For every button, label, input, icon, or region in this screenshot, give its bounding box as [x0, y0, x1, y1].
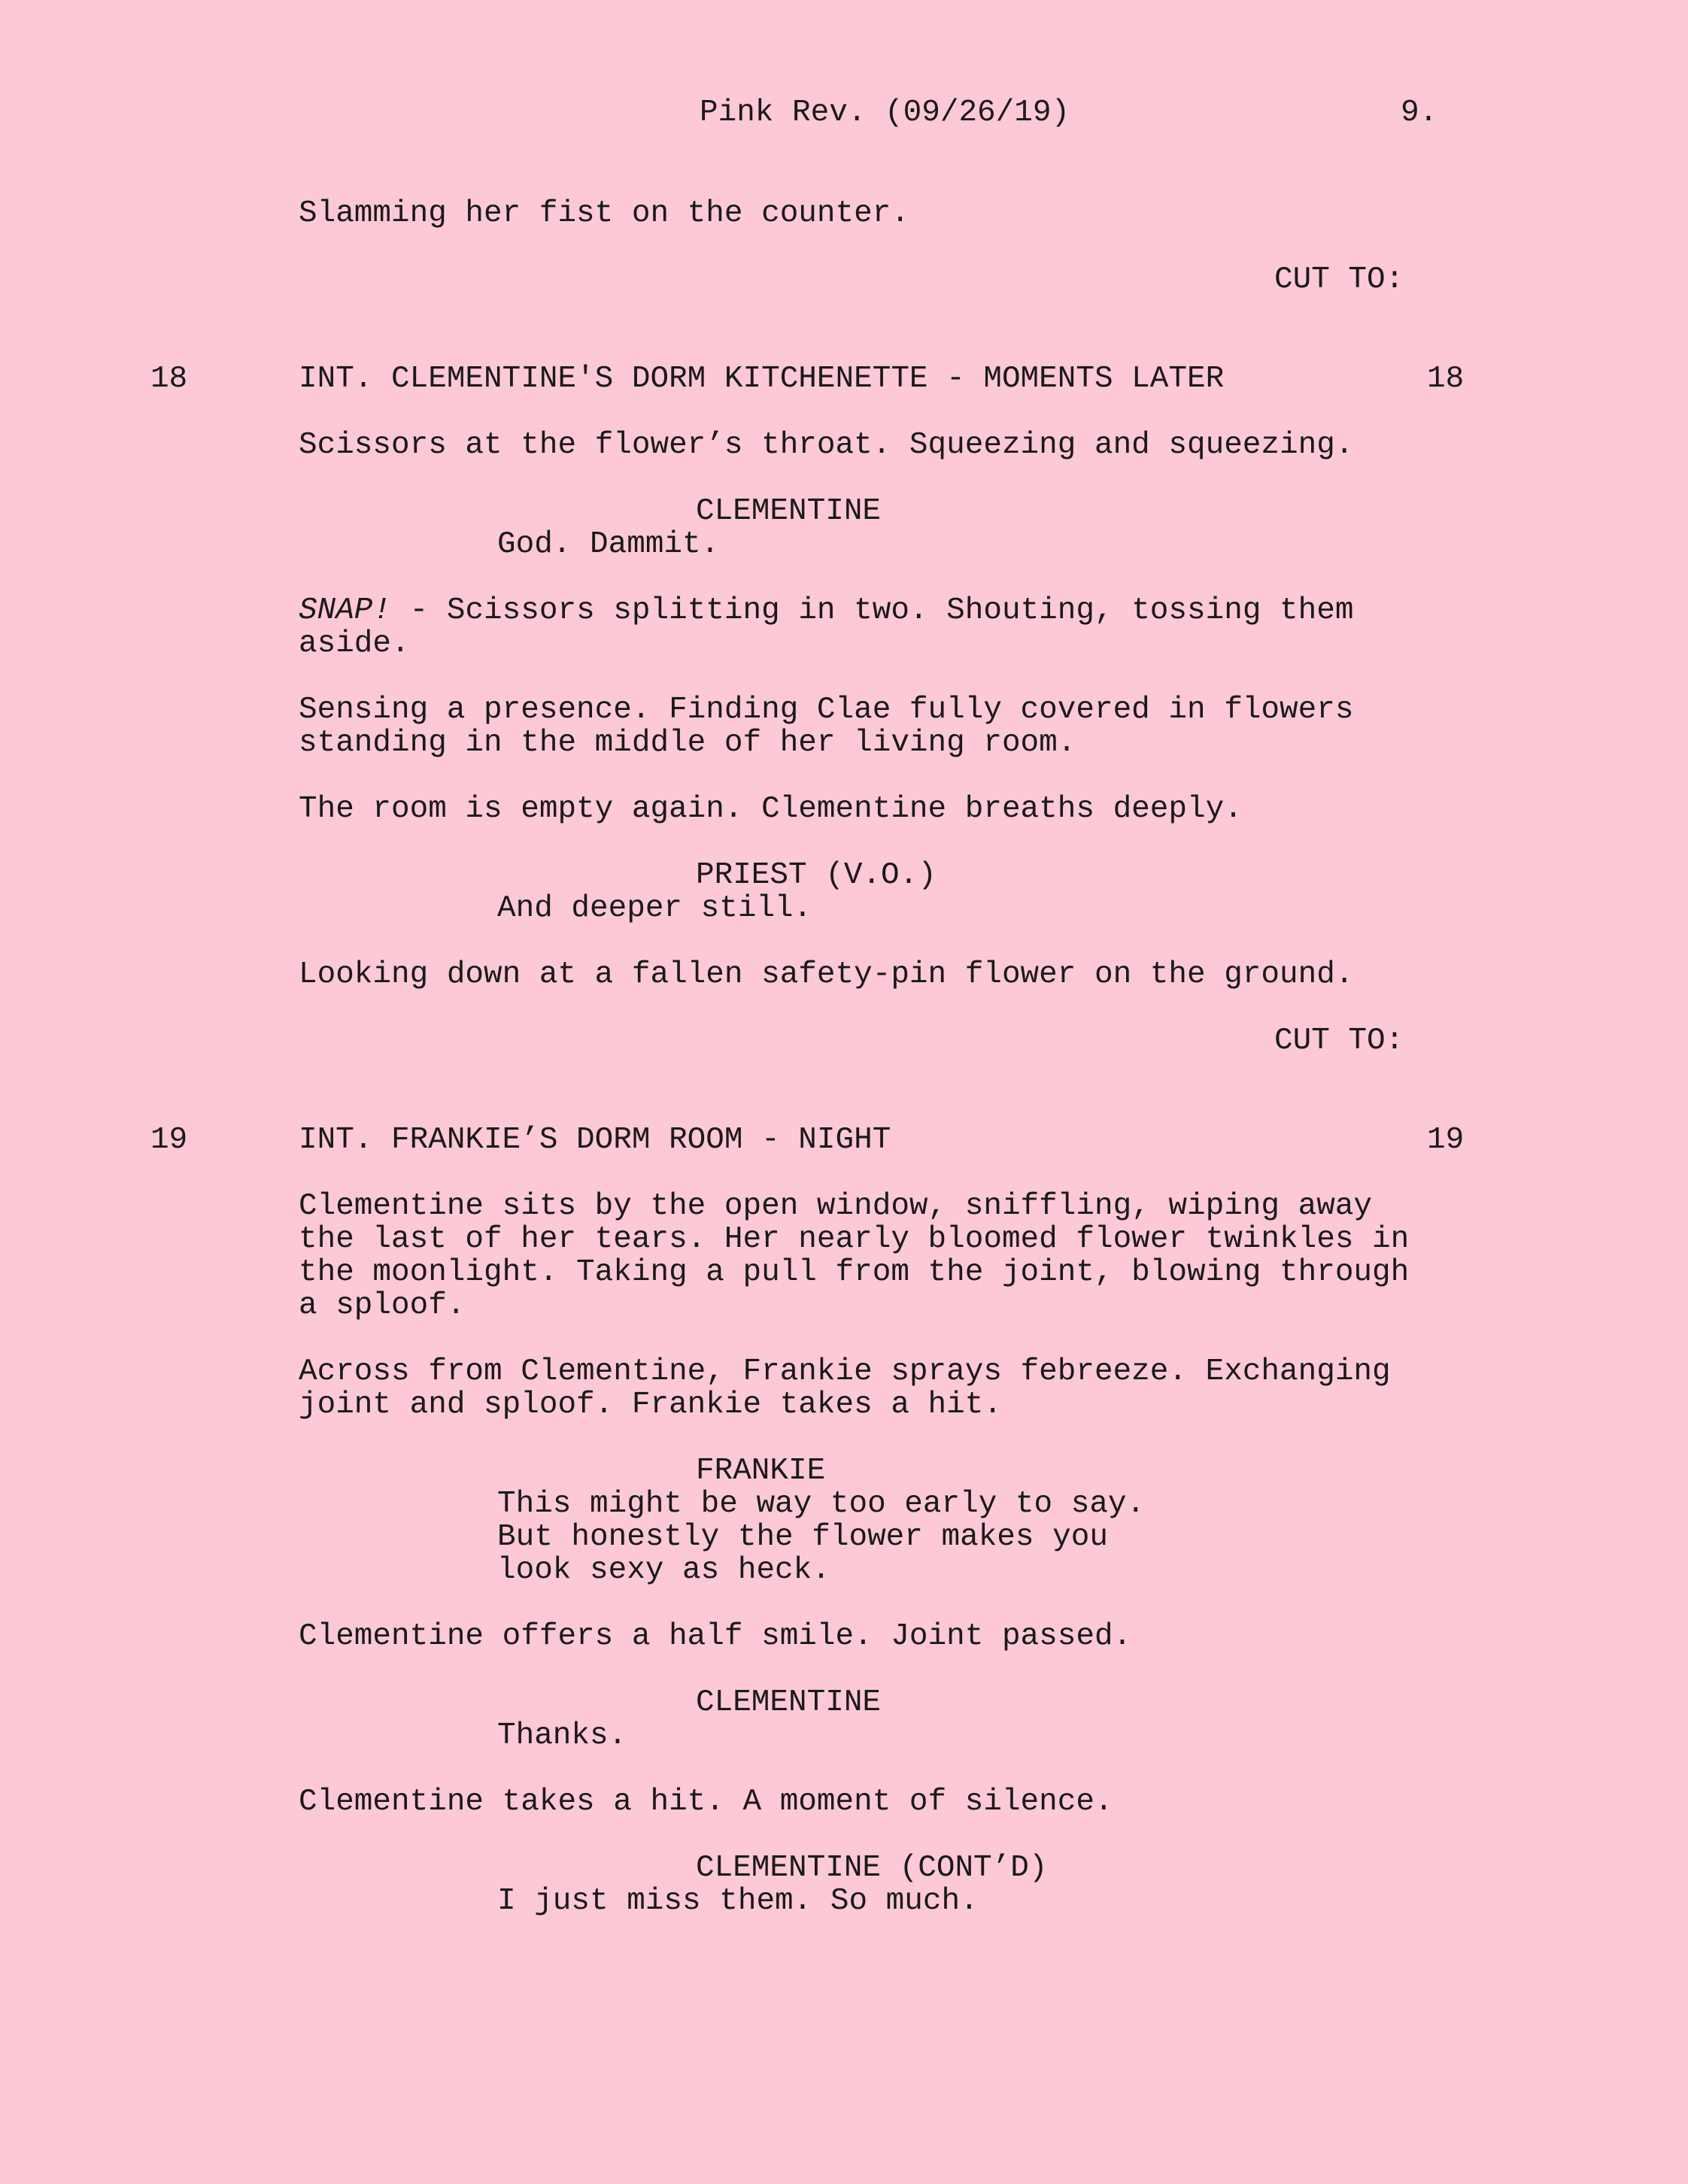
page-number: 9. — [1401, 96, 1438, 130]
transition: CUT TO: — [1274, 1024, 1404, 1058]
transition: CUT TO: — [1274, 262, 1404, 297]
action-line: standing in the middle of her living room. — [299, 726, 1076, 760]
scene-number-right: 18 — [1427, 362, 1465, 396]
scene-heading: INT. CLEMENTINE'S DORM KITCHENETTE - MOMENTS LATER — [299, 362, 1225, 396]
dialogue-line: Thanks. — [497, 1718, 627, 1753]
action-line: joint and sploof. Frankie takes a hit. — [299, 1388, 1002, 1422]
dialogue-line: But honestly the flower makes you — [497, 1520, 1108, 1555]
action-line: the moonlight. Taking a pull from the joint, blowing through — [299, 1255, 1410, 1290]
action-line: Looking down at a fallen safety-pin flower on the ground. — [299, 957, 1354, 992]
action-line: a sploof. — [299, 1288, 466, 1323]
action-line — [299, 594, 1353, 627]
character-cue: CLEMENTINE — [696, 494, 882, 529]
scene-number-left: 19 — [150, 1123, 188, 1157]
character-cue: CLEMENTINE — [696, 1685, 882, 1720]
dialogue-line: This might be way too early to say. — [497, 1487, 1146, 1521]
dialogue-line: And deeper still. — [497, 891, 812, 926]
action-line: Scissors at the flower’s throat. Squeezing and squeezing. — [299, 428, 1354, 463]
scene-heading: INT. FRANKIE’S DORM ROOM - NIGHT — [299, 1123, 891, 1157]
action-text: - Scissors splitting in two. Shouting, tossing them — [391, 593, 1354, 628]
dialogue-line: I just miss them. So much. — [497, 1884, 979, 1919]
action-line: Sensing a presence. Finding Clae fully covered in flowers — [299, 693, 1354, 727]
action-line: Clementine sits by the open window, sniffling, wiping away — [299, 1189, 1373, 1224]
revision-header: Pink Rev. (09/26/19) — [700, 96, 1070, 130]
character-cue: FRANKIE — [696, 1454, 826, 1488]
sound-effect: SNAP! — [299, 593, 392, 628]
scene-number-left: 18 — [150, 362, 188, 396]
action-line: Across from Clementine, Frankie sprays febreeze. Exchanging — [299, 1354, 1391, 1389]
scene-number-right: 19 — [1427, 1123, 1465, 1157]
action-line: the last of her tears. Her nearly bloomed flower twinkles in — [299, 1222, 1410, 1257]
action-line: aside. — [299, 626, 410, 661]
action-line: Slamming her fist on the counter. — [299, 196, 909, 231]
action-line: Clementine offers a half smile. Joint passed. — [299, 1619, 1132, 1654]
dialogue-line: look sexy as heck. — [497, 1553, 830, 1588]
character-cue: CLEMENTINE (CONT’D) — [696, 1851, 1048, 1885]
character-cue: PRIEST (V.O.) — [696, 858, 937, 893]
action-line: Clementine takes a hit. A moment of silence. — [299, 1785, 1113, 1819]
dialogue-line: God. Dammit. — [497, 527, 720, 562]
action-line: The room is empty again. Clementine breaths deeply. — [299, 792, 1243, 827]
